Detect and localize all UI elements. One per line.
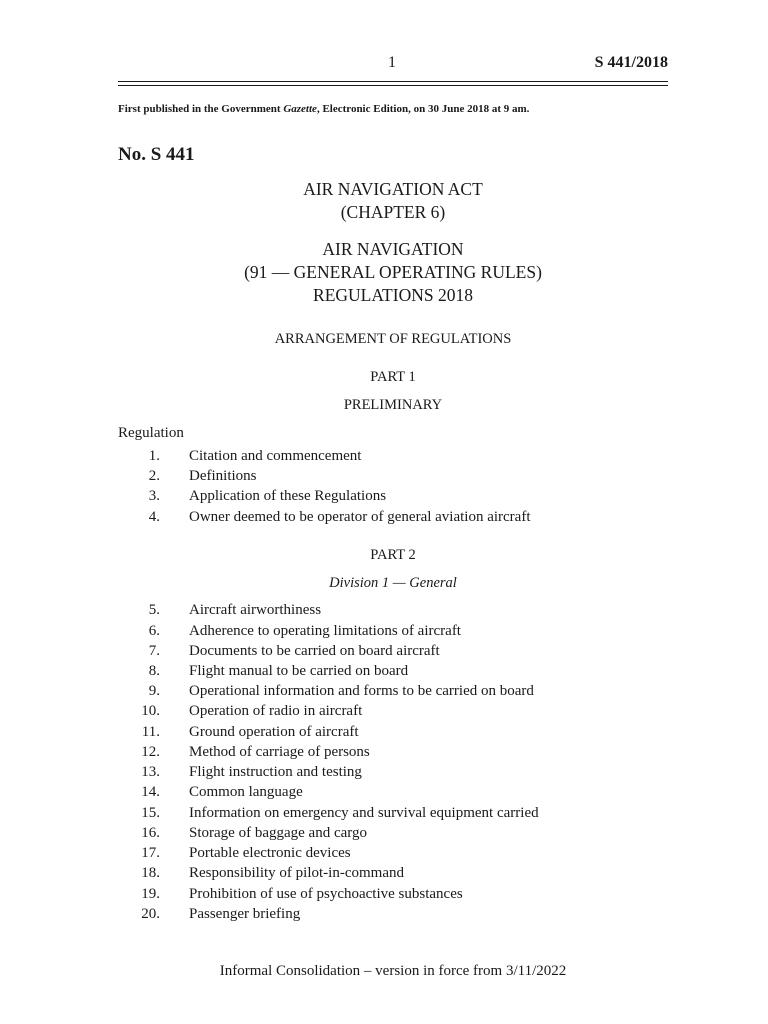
part2-label: PART 2 <box>370 547 416 563</box>
arrangement-heading: ARRANGEMENT OF REGULATIONS <box>274 331 512 347</box>
entry-number: 18. <box>141 865 160 881</box>
entry-title: Storage of baggage and cargo <box>189 825 367 841</box>
entry-number: 3. <box>148 488 160 504</box>
entry-number: 16. <box>141 825 160 841</box>
entry-title: Aircraft airworthiness <box>189 602 322 618</box>
entry-number: 9. <box>148 683 160 699</box>
part2-division-heading: Division 1 — General <box>329 575 457 591</box>
entry-title: Documents to be carried on board aircraft <box>189 643 440 659</box>
entry-number: 13. <box>141 764 160 780</box>
entry-number: 7. <box>148 643 160 659</box>
entry-title: Method of carriage of persons <box>189 744 370 760</box>
entry-title: Adherence to operating limitations of aircraft <box>189 623 461 639</box>
page-number: 1 <box>388 54 396 71</box>
entry-title: Flight instruction and testing <box>189 764 362 780</box>
document-reference: S 441/2018 <box>594 54 668 71</box>
entry-title: Responsibility of pilot-in-command <box>189 865 404 881</box>
footer-consolidation-note: Informal Consolidation – version in force from 3/11/2022 <box>219 963 567 979</box>
entry-title: Information on emergency and survival equipment carried <box>189 805 539 821</box>
publication-note-gazette: Gazette <box>283 103 317 115</box>
act-title: AIR NAVIGATION ACT <box>303 179 483 199</box>
entry-number: 11. <box>141 724 160 740</box>
entry-number: 14. <box>141 784 160 800</box>
entry-number: 1. <box>148 448 160 464</box>
entry-number: 2. <box>148 468 160 484</box>
entry-number: 12. <box>141 744 160 760</box>
entry-number: 17. <box>141 845 160 861</box>
entry-number: 10. <box>141 703 160 719</box>
entry-number: 6. <box>148 623 160 639</box>
entry-number: 19. <box>141 886 160 902</box>
entry-title: Ground operation of aircraft <box>189 724 359 740</box>
publication-note-suffix: , Electronic Edition, on 30 June 2018 at 9 am. <box>316 103 530 115</box>
regulation-column-label: Regulation <box>118 425 184 441</box>
act-chapter: (CHAPTER 6) <box>340 202 446 222</box>
entry-title: Application of these Regulations <box>189 488 387 504</box>
entry-title: Definitions <box>189 468 257 484</box>
entry-number: 20. <box>141 906 160 922</box>
entry-title: Owner deemed to be operator of general aviation aircraft <box>189 509 531 525</box>
document-number: No. S 441 <box>118 144 195 165</box>
entry-title: Operational information and forms to be carried on board <box>189 683 534 699</box>
publication-note-prefix: First published in the Government <box>118 103 284 115</box>
entry-title: Common language <box>189 784 303 800</box>
entry-title: Flight manual to be carried on board <box>189 663 409 679</box>
part1-name: PRELIMINARY <box>343 397 443 413</box>
entry-title: Citation and commencement <box>189 448 362 464</box>
entry-number: 4. <box>148 509 160 525</box>
entry-number: 8. <box>148 663 160 679</box>
publication-note <box>118 103 529 115</box>
regulations-title-line3: REGULATIONS 2018 <box>313 285 473 305</box>
entry-number: 15. <box>141 805 160 821</box>
entry-title: Operation of radio in aircraft <box>189 703 363 719</box>
part1-label: PART 1 <box>370 369 416 385</box>
entry-title: Portable electronic devices <box>189 845 351 861</box>
header-rule-bottom <box>118 85 668 86</box>
entry-title: Passenger briefing <box>189 906 301 922</box>
regulations-title-line2: (91 — GENERAL OPERATING RULES) <box>244 262 542 282</box>
entry-number: 5. <box>148 602 160 618</box>
header-rule-top <box>118 81 668 82</box>
entry-title: Prohibition of use of psychoactive substances <box>189 886 463 902</box>
regulations-title-line1: AIR NAVIGATION <box>322 239 464 259</box>
